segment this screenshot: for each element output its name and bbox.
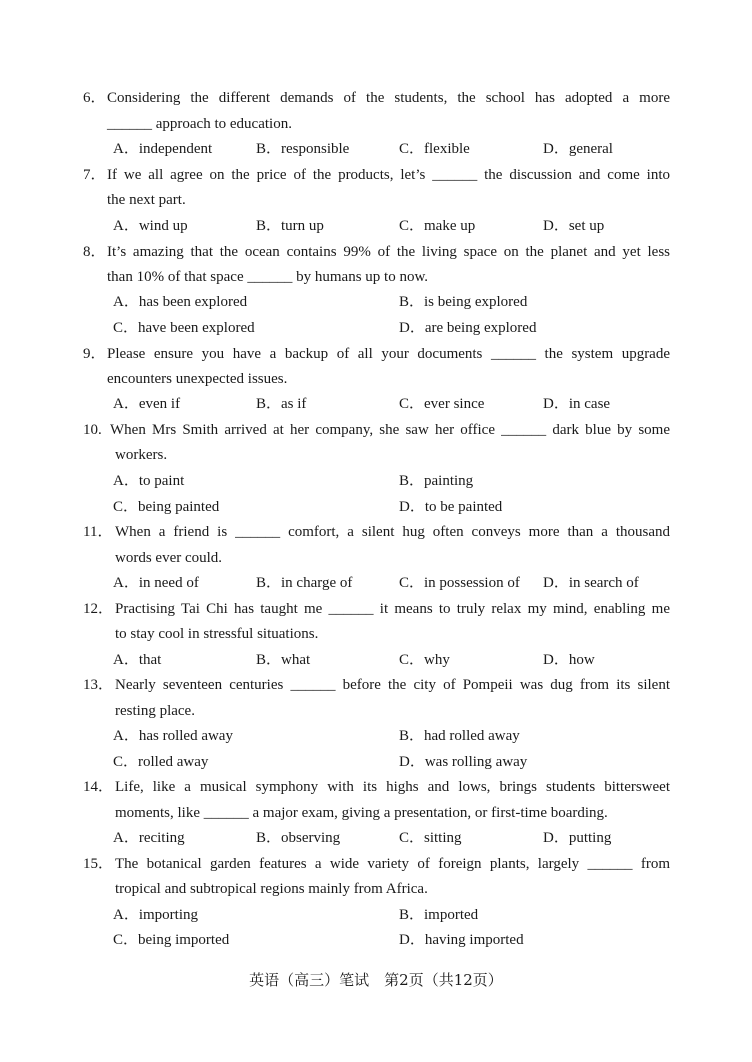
option-b[interactable]: B．imported: [399, 907, 479, 923]
question-number: 7．: [83, 167, 106, 183]
option-c[interactable]: C．flexible: [399, 141, 470, 157]
option-b[interactable]: B．what: [256, 652, 311, 668]
question-number: 12．: [83, 601, 114, 617]
question-number: 10.: [83, 422, 102, 438]
option-d[interactable]: D．to be painted: [399, 499, 503, 515]
question-text-line: Nearly seventeen centuries ______ before the city of Pompeii was dug from its silent: [115, 677, 670, 693]
page-footer: 英语（高三）笔试 第2页（共12页）: [249, 971, 503, 989]
option-b[interactable]: B．as if: [256, 396, 307, 412]
option-c[interactable]: C．ever since: [399, 396, 485, 412]
question-text-line: If we all agree on the price of the products, let’s ______ the discussion and come into: [107, 167, 670, 183]
question-number: 11．: [83, 524, 113, 540]
option-d[interactable]: D．in case: [543, 396, 611, 412]
question-number: 8．: [83, 244, 106, 260]
question-text-line: than 10% of that space ______ by humans up to now.: [107, 269, 429, 285]
question-text-line: the next part.: [107, 192, 186, 208]
option-d[interactable]: D．how: [543, 652, 595, 668]
option-d[interactable]: D．having imported: [399, 932, 524, 948]
option-d[interactable]: D．in search of: [543, 575, 639, 591]
question-text-line: to stay cool in stressful situations.: [115, 626, 319, 642]
question-number: 14．: [83, 779, 114, 795]
option-a[interactable]: A．independent: [113, 141, 213, 157]
option-a[interactable]: A．to paint: [113, 473, 185, 489]
question-number: 13．: [83, 677, 114, 693]
question-text-line: tropical and subtropical regions mainly from Africa.: [115, 881, 428, 897]
option-c[interactable]: C．why: [399, 652, 450, 668]
question-text-line: Practising Tai Chi has taught me ______ it means to truly relax my mind, enabling me: [115, 601, 670, 617]
question-number: 9．: [83, 346, 106, 362]
option-b[interactable]: B．had rolled away: [399, 728, 520, 744]
option-c[interactable]: C．make up: [399, 218, 476, 234]
option-c[interactable]: C．have been explored: [113, 320, 255, 336]
option-a[interactable]: A．even if: [113, 396, 181, 412]
option-b[interactable]: B．is being explored: [399, 294, 528, 310]
option-a[interactable]: A．reciting: [113, 830, 185, 846]
option-d[interactable]: D．set up: [543, 218, 605, 234]
option-b[interactable]: B．painting: [399, 473, 474, 489]
question-text-line: ______ approach to education.: [107, 116, 292, 132]
option-a[interactable]: A．in need of: [113, 575, 199, 591]
option-b[interactable]: B．turn up: [256, 218, 324, 234]
question-text-line: When a friend is ______ comfort, a silent hug often conveys more than a thousand: [115, 524, 670, 540]
option-c[interactable]: C．sitting: [399, 830, 462, 846]
question-text-line: Life, like a musical symphony with its highs and lows, brings students bittersweet: [115, 779, 670, 795]
question-number: 6．: [83, 90, 106, 106]
option-b[interactable]: B．in charge of: [256, 575, 353, 591]
question-text-line: encounters unexpected issues.: [107, 371, 288, 387]
option-c[interactable]: C．being painted: [113, 499, 220, 515]
question-text-line: The botanical garden features a wide variety of foreign plants, largely ______ from: [115, 856, 670, 872]
question-text-line: Please ensure you have a backup of all your documents ______ the system upgrade: [107, 346, 670, 362]
option-c[interactable]: C．in possession of: [399, 575, 520, 591]
option-a[interactable]: A．importing: [113, 907, 198, 923]
option-d[interactable]: D．was rolling away: [399, 754, 528, 770]
option-c[interactable]: C．being imported: [113, 932, 230, 948]
question-text-line: words ever could.: [115, 550, 223, 566]
question-text-line: Considering the different demands of the students, the school has adopted a more: [107, 90, 670, 106]
question-text-line: workers.: [115, 447, 168, 463]
option-a[interactable]: A．has rolled away: [113, 728, 233, 744]
question-text-line: It’s amazing that the ocean contains 99% of the living space on the planet and yet less: [107, 244, 670, 260]
option-a[interactable]: A．that: [113, 652, 162, 668]
option-c[interactable]: C．rolled away: [113, 754, 209, 770]
option-b[interactable]: B．responsible: [256, 141, 350, 157]
option-a[interactable]: A．wind up: [113, 218, 188, 234]
option-d[interactable]: D．general: [543, 141, 613, 157]
option-b[interactable]: B．observing: [256, 830, 341, 846]
option-d[interactable]: D．are being explored: [399, 320, 537, 336]
option-a[interactable]: A．has been explored: [113, 294, 248, 310]
question-text-line: When Mrs Smith arrived at her company, she saw her office ______ dark blue by some: [110, 422, 670, 438]
question-text-line: resting place.: [115, 703, 195, 719]
option-d[interactable]: D．putting: [543, 830, 612, 846]
question-text-line: moments, like ______ a major exam, giving a presentation, or first-time boarding.: [115, 805, 608, 821]
question-number: 15．: [83, 856, 114, 872]
